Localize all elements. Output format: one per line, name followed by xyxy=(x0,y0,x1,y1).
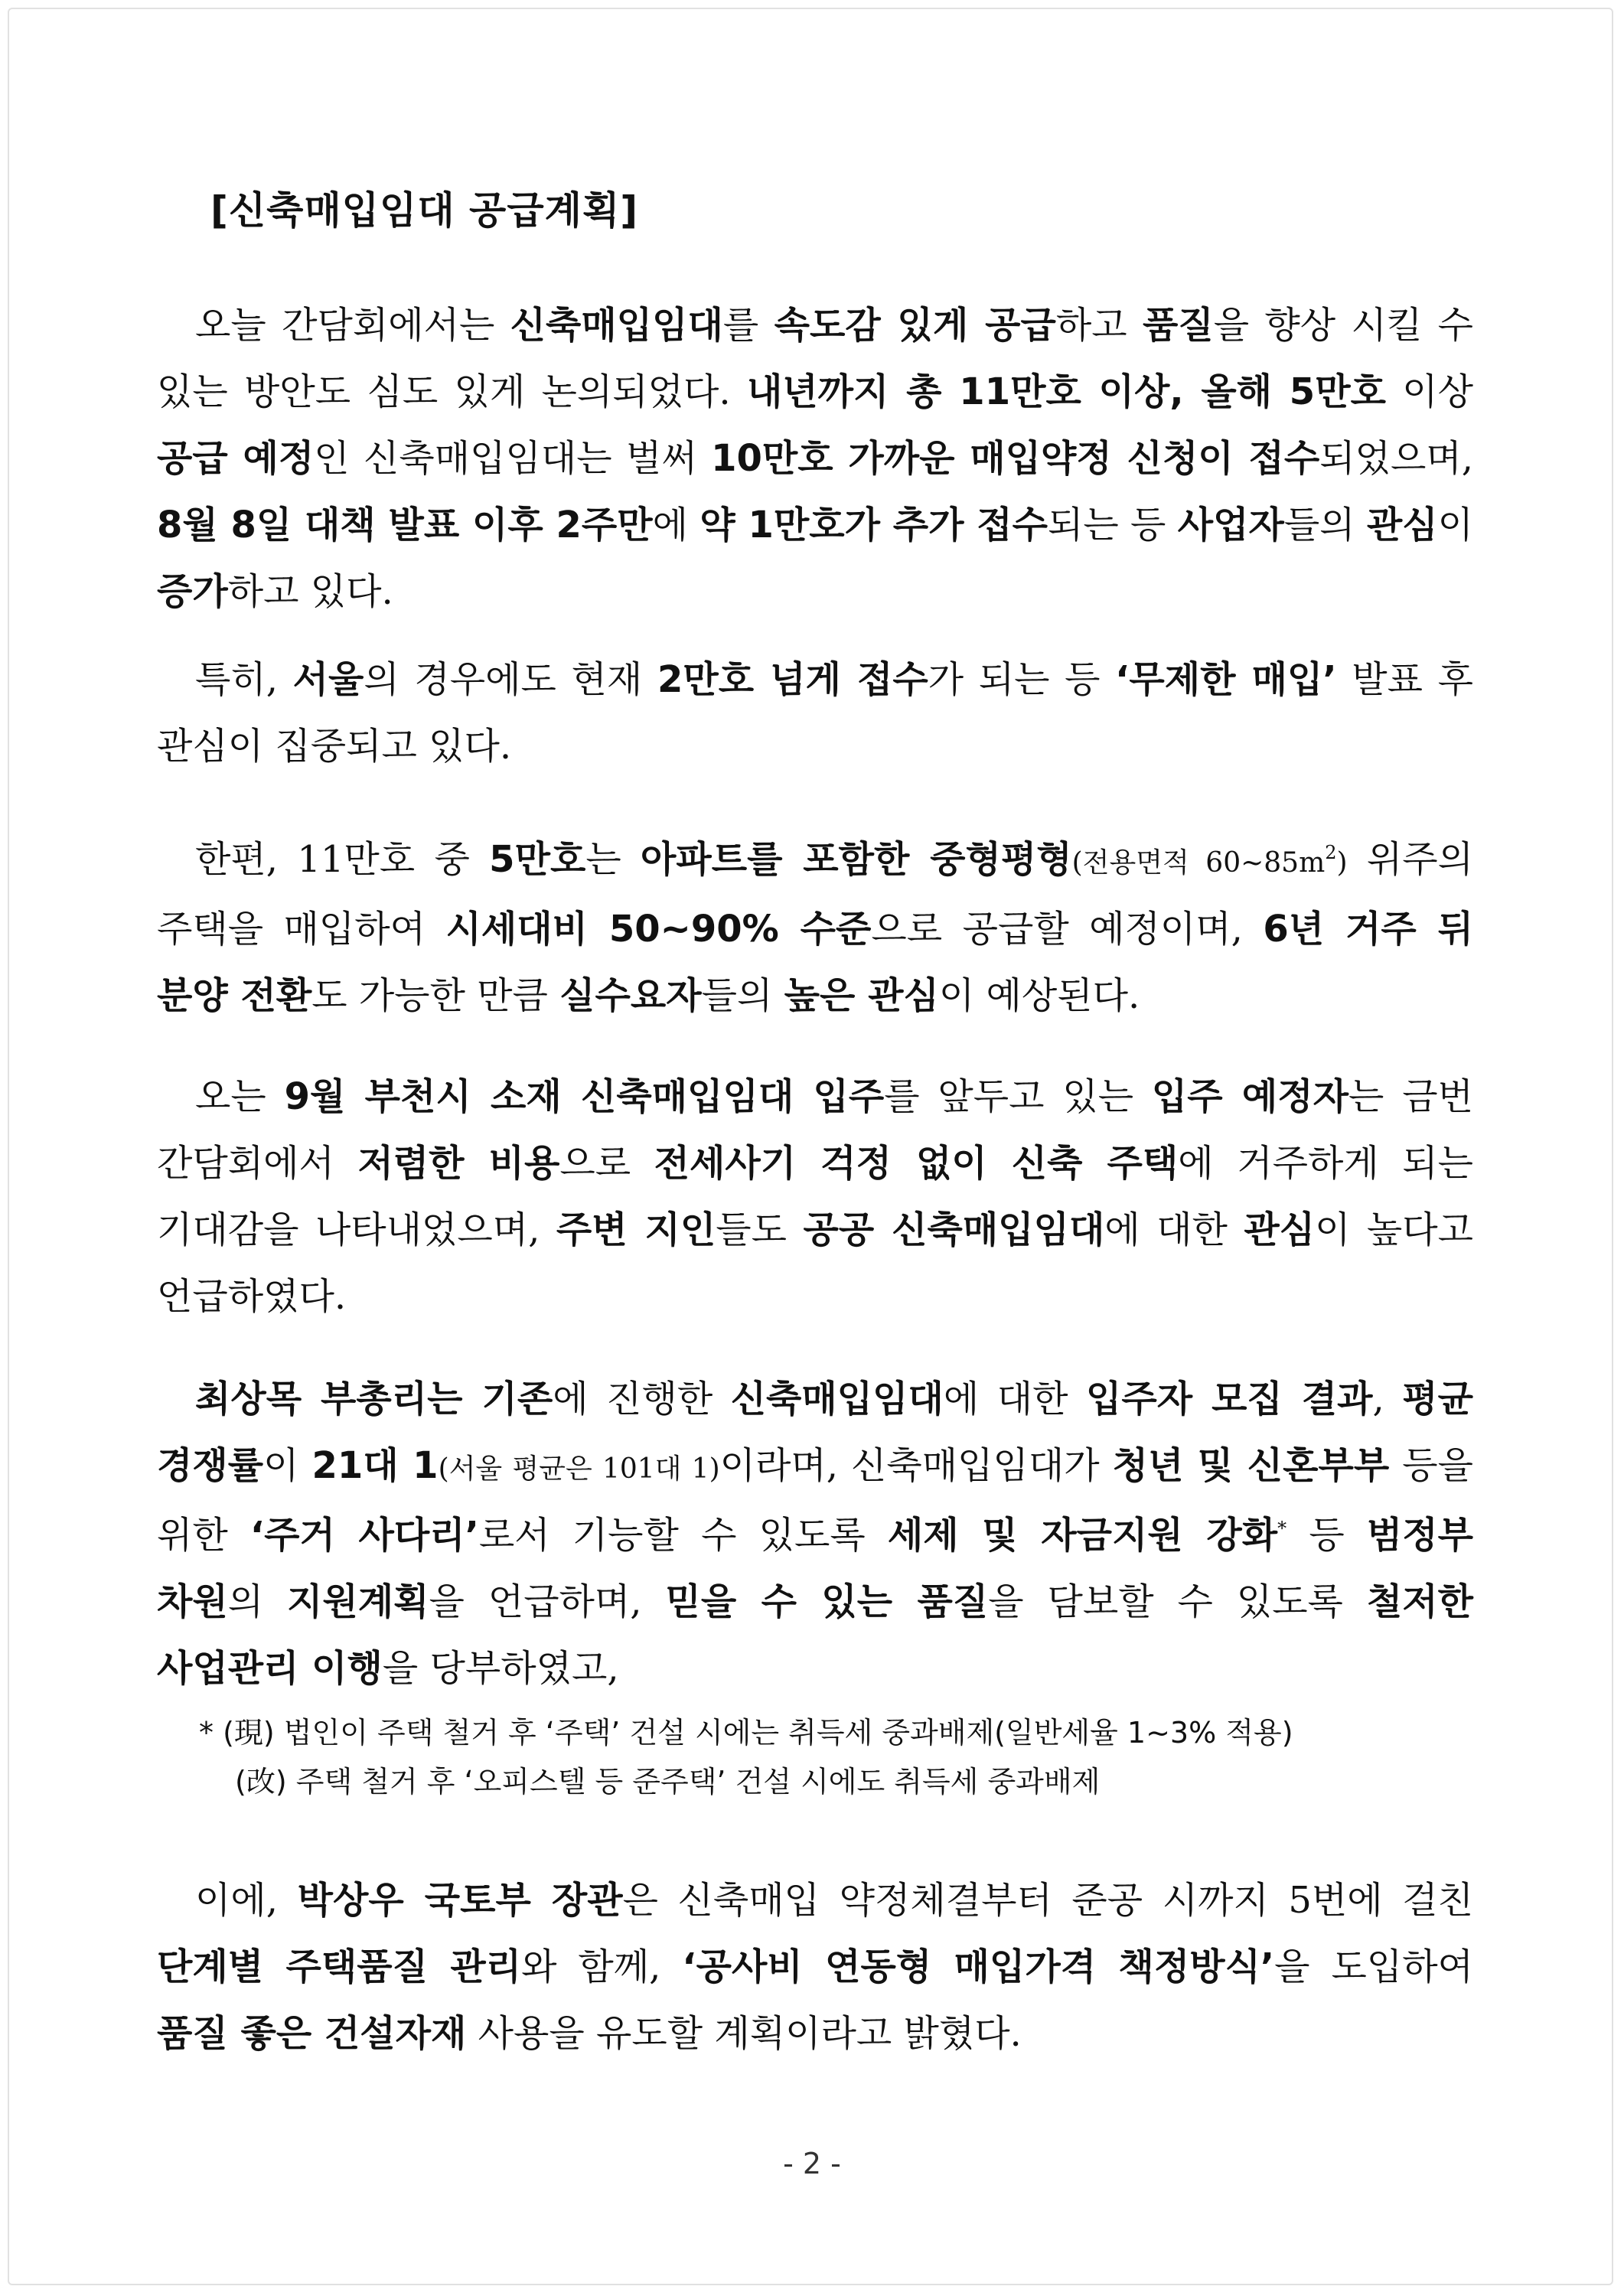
paragraph-mid-size: 한편, 11만호 중 5만호는 아파트를 포함한 중형평형(전용면적 $60\sim 85m^2$) 위주의 주택을 매입하여 시세대비 50~90% 수준으로 공급할 예정이며, 6년 거주 뒤 분양 전환도 가능한 만큼 실수요자들의 높은 관심이 예상된다. xyxy=(157,838,1473,1017)
paragraph-supply-plan: 오늘 간담회에서는 신축매입임대를 속도감 있게 공급하고 품질을 향상 시킬 수 있는 방안도 심도 있게 논의되었다. 내년까지 총 11만호 이상, 올해 5만호 이상 공급 예정인 신축매입임대는 벌써 10만호 가까운 매입약정 신청이 접수되었으며, 8월 8일 대책 발표 이후 2주만에 약 1만호가 추가 접수되는 등 사업자들의 관심이 증가하고 있다. xyxy=(157,304,1473,613)
section-heading: [신축매입임대 공급계획] xyxy=(210,188,639,233)
footnote-tax xyxy=(199,1708,1500,1806)
page-number: - 2 - xyxy=(783,2147,841,2180)
footnote-line-current: * (現) 법인이 주택 철거 후 ‘주택’ 건설 시에는 취득세 중과배제(일반세율 1~3% 적용) xyxy=(199,1716,1293,1750)
paragraph-tenant: 오는 9월 부천시 소재 신축매입임대 입주를 앞두고 있는 입주 예정자는 금번 간담회에서 저렴한 비용으로 전세사기 걱정 없이 신축 주택에 거주하게 되는 기대감을 나타내었으며, 주변 지인들도 공공 신축매입임대에 대한 관심이 높다고 언급하였다. xyxy=(157,1075,1474,1318)
paragraph-deputy-pm: 최상목 부총리는 기존에 진행한 신축매입임대에 대한 입주자 모집 결과, 평균 경쟁률이 21대 1(서울 평균은 101대 1)이라며, 신축매입임대가 청년 및 신혼부부 등을 위한 ‘주거 사다리’로서 기능할 수 있도록 세제 및 자금지원 강화* 등 범정부 차원의 지원계획을 언급하며, 믿을 수 있는 품질을 담보할 수 있도록 철저한 사업관리 이행을 당부하였고, xyxy=(157,1378,1474,1690)
paragraph-minister: 이에, 박상우 국토부 장관은 신축매입 약정체결부터 준공 시까지 5번에 걸친 단계별 주택품질 관리와 함께, ‘공사비 연동형 매입가격 책정방식’을 도입하여 품질 좋은 건설자재 사용을 유도할 계획이라고 밝혔다. xyxy=(157,1879,1473,2055)
paragraph-seoul: 특히, 서울의 경우에도 현재 2만호 넘게 접수가 되는 등 ‘무제한 매입’ 발표 후 관심이 집중되고 있다. xyxy=(157,658,1473,768)
footnote-line-revised: (改) 주택 철거 후 ‘오피스텔 등 준주택’ 건설 시에도 취득세 중과배제 xyxy=(235,1765,1101,1799)
